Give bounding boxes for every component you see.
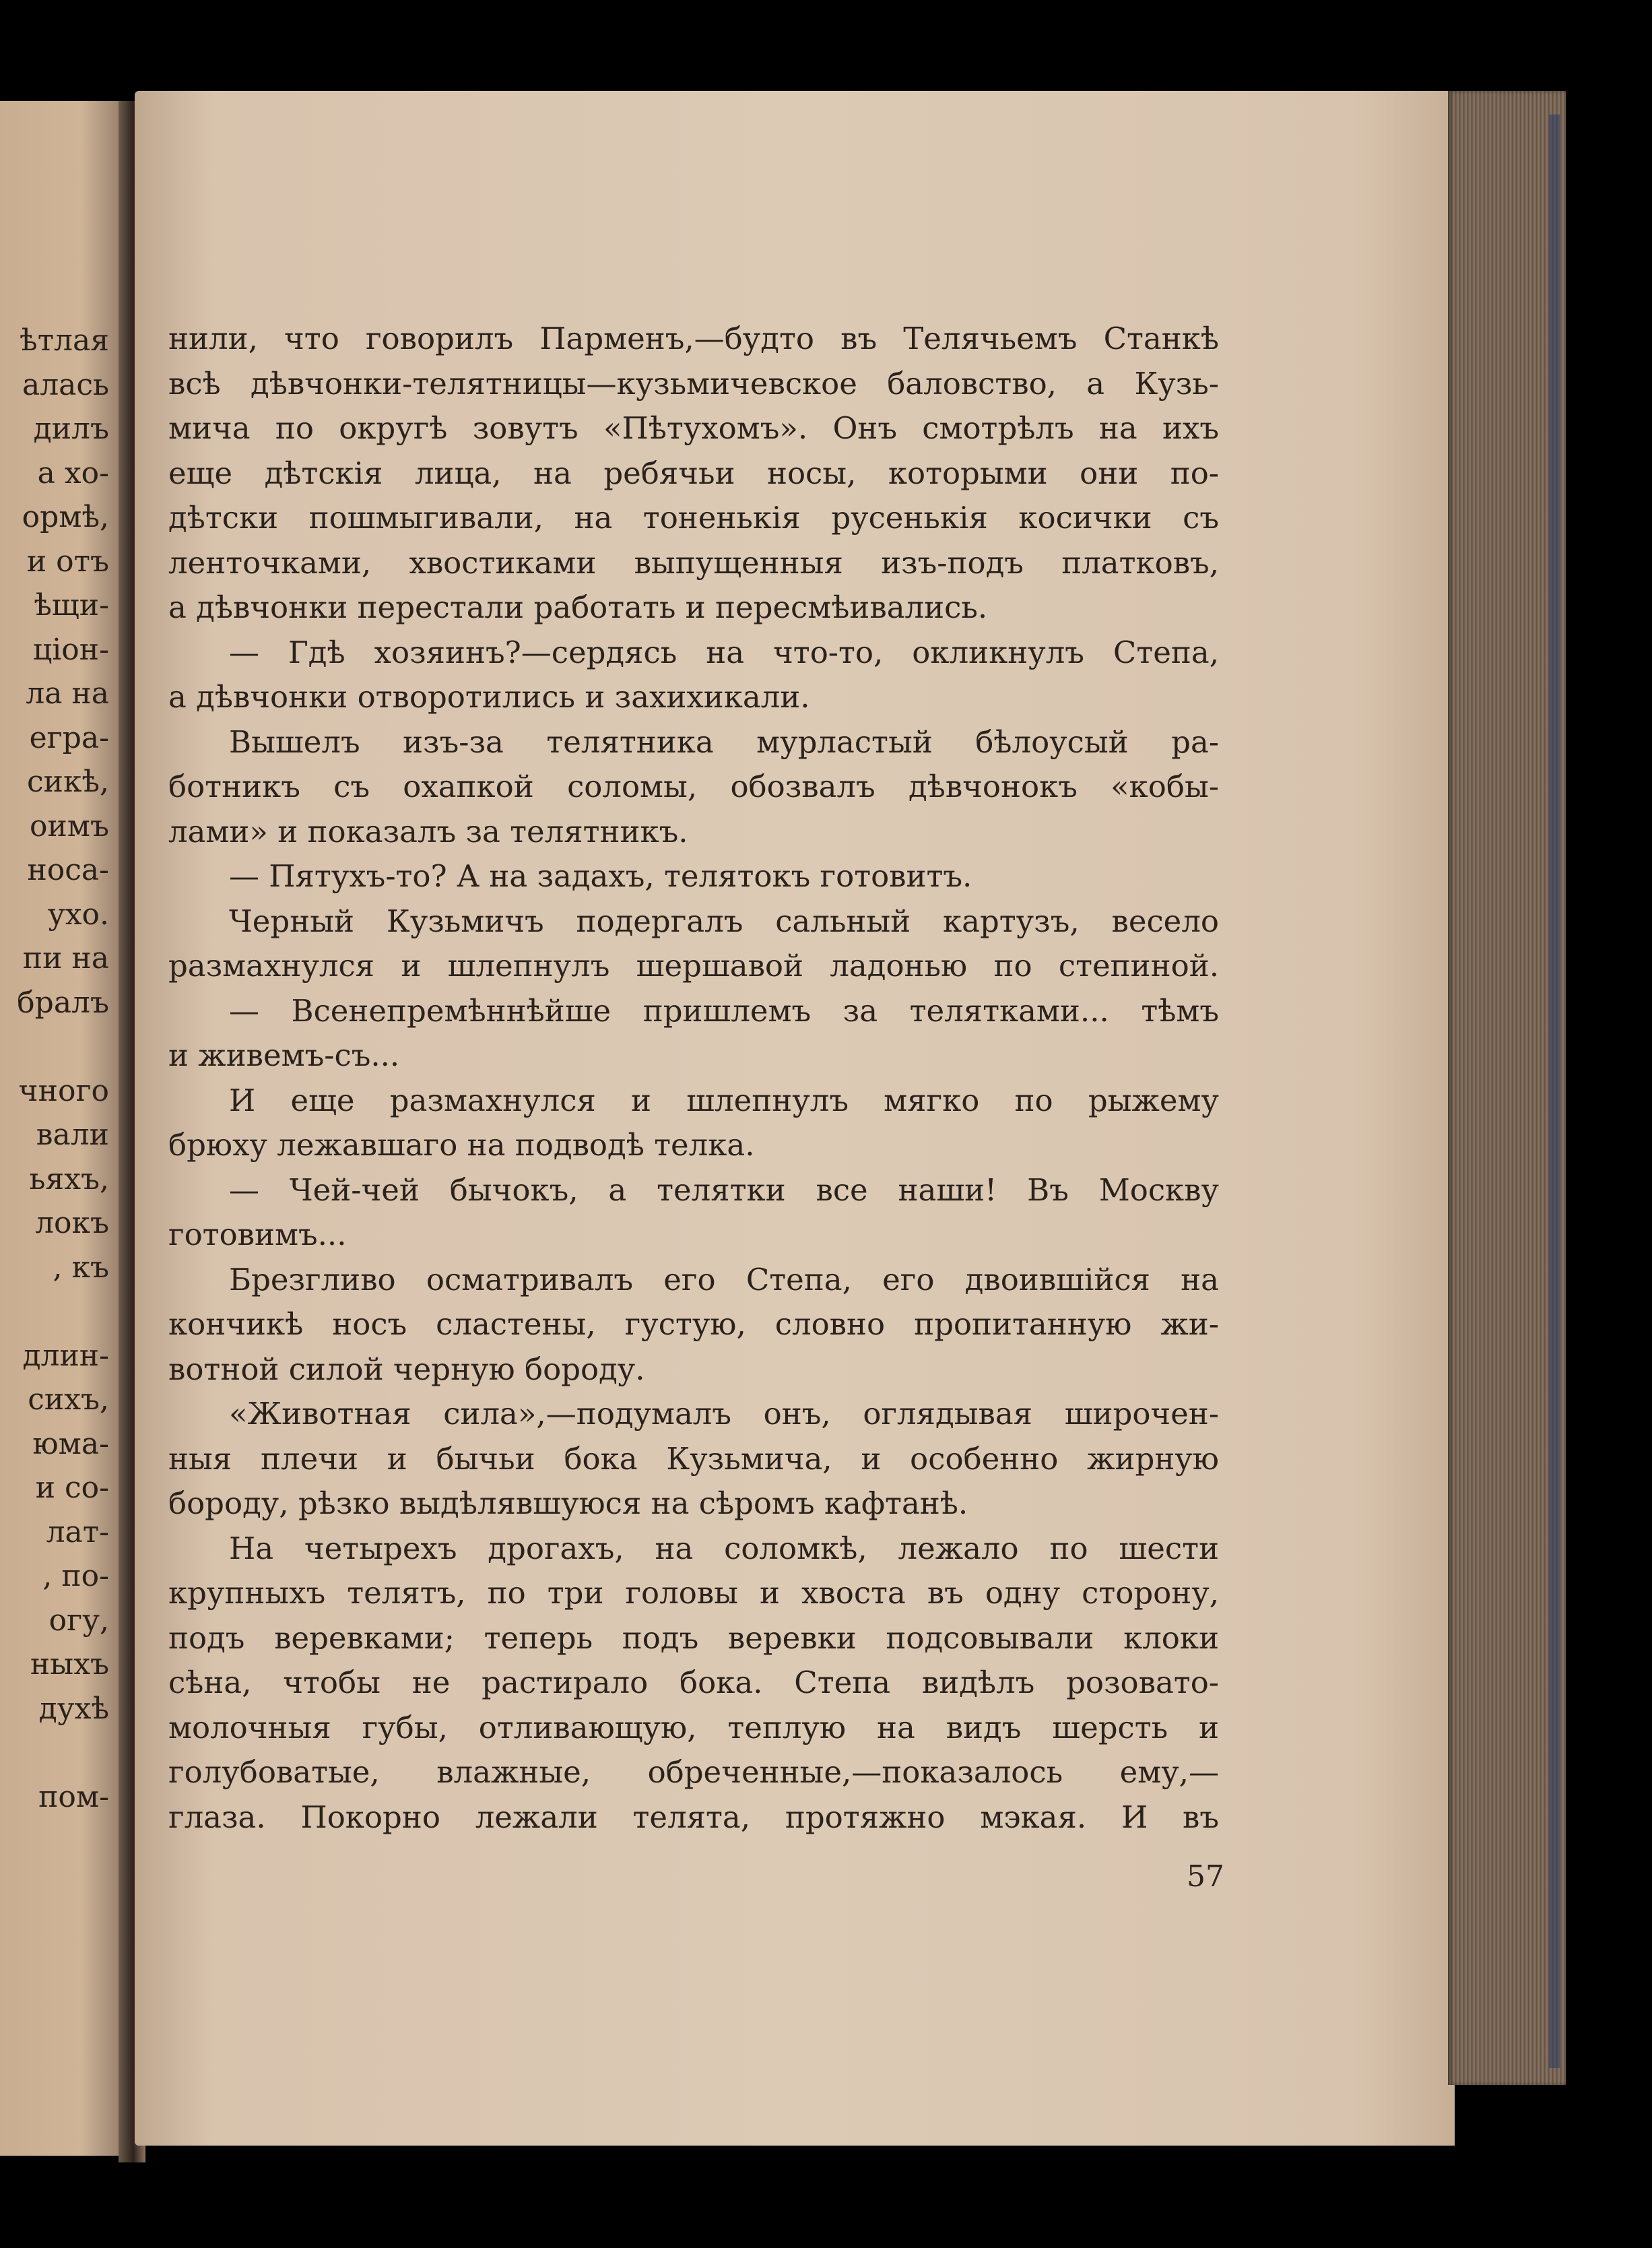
text-line: И еще размахнулся и шлепнулъ мягко по рыжему xyxy=(229,1082,1219,1118)
text-line: Брезгливо осматривалъ его Степа, его двоившійся на xyxy=(229,1261,1219,1297)
left-page-line-fragment: вали xyxy=(36,1118,109,1152)
left-page-line-fragment: и отъ xyxy=(26,544,109,579)
text-line: крупныхъ телятъ, по три головы и хвоста въ одну сторону, xyxy=(168,1575,1219,1611)
page-number: 57 xyxy=(1187,1859,1224,1894)
text-line: ныя плечи и бычьи бока Кузьмича, и особенно жирную xyxy=(168,1440,1219,1477)
left-page-line-fragment: сихъ, xyxy=(28,1382,109,1417)
left-page-line-fragment: бралъ xyxy=(17,985,109,1020)
text-line: голубоватые, влажные, обреченные,—показалось ему,— xyxy=(168,1754,1219,1790)
text-line: «Животная сила»,—подумалъ онъ, оглядывая широчен- xyxy=(229,1396,1219,1432)
left-page-line-fragment: и со- xyxy=(35,1471,109,1505)
left-page-line-fragment: лат- xyxy=(46,1514,109,1549)
text-line: размахнулся и шлепнулъ шершавой ладонью по степиной. xyxy=(168,948,1219,984)
left-page-line-fragment: алась xyxy=(22,367,109,402)
text-line: вотной силой черную бороду. xyxy=(168,1351,645,1387)
left-page-line-fragment: пом- xyxy=(38,1779,109,1814)
text-line: ботникъ съ охапкой соломы, обозвалъ дѣвчонокъ «кобы- xyxy=(168,769,1219,804)
text-line: готовимъ... xyxy=(168,1217,347,1252)
text-line: нили, что говорилъ Парменъ,—будто въ Телячьемъ Станкѣ xyxy=(168,321,1219,356)
left-page-line-fragment: ормѣ, xyxy=(22,500,109,534)
left-page-line-fragment: длин- xyxy=(22,1338,109,1373)
text-line: бороду, рѣзко выдѣлявшуюся на сѣромъ кафтанѣ. xyxy=(168,1485,968,1521)
left-page-line-fragment: чного xyxy=(18,1073,109,1108)
left-page-line-fragment: ла на xyxy=(26,676,109,711)
text-line: лами» и показалъ за телятникъ. xyxy=(168,813,688,849)
left-page-line-fragment: ціон- xyxy=(32,632,109,667)
text-line: мича по округѣ зовутъ «Пѣтухомъ». Онъ смотрѣлъ на ихъ xyxy=(168,410,1219,446)
text-line: брюху лежавшаго на подводѣ телка. xyxy=(168,1127,755,1163)
left-page-line-fragment: сикѣ, xyxy=(27,765,109,799)
left-page-line-fragment: , по- xyxy=(42,1559,109,1593)
left-page-line-fragment: ѣтлая xyxy=(20,323,109,358)
text-line: Черный Кузьмичъ подергалъ сальный картузъ, весело xyxy=(229,903,1219,939)
left-page-line-fragment: локъ xyxy=(35,1206,109,1240)
left-page-line-fragment: ьяхъ, xyxy=(29,1161,109,1196)
text-line: дѣтски пошмыгивали, на тоненькія русенькія косички съ xyxy=(168,500,1219,536)
left-page-line-fragment: носа- xyxy=(27,853,109,887)
text-line: еще дѣтскія лица, на ребячьи носы, которыми они по- xyxy=(168,455,1219,491)
left-page-line-fragment: , къ xyxy=(53,1250,109,1285)
left-page-line-fragment: дилъ xyxy=(33,412,109,446)
left-page xyxy=(0,101,135,2156)
text-line: всѣ дѣвчонки-телятницы—кузьмичевское баловство, а Кузь- xyxy=(168,365,1219,402)
page-text xyxy=(168,317,1219,1840)
left-page-line-fragment: ныхъ xyxy=(30,1647,109,1681)
text-line: а дѣвчонки перестали работать и пересмѣивались. xyxy=(168,589,988,625)
page-edge xyxy=(1448,91,1566,2085)
left-page-line-fragment: духѣ xyxy=(38,1691,109,1726)
text-line: На четырехъ дрогахъ, на соломкѣ, лежало по шести xyxy=(229,1530,1219,1566)
left-page-line-fragment: егра- xyxy=(29,720,109,755)
text-line: ленточками, хвостиками выпущенныя изъ-подъ платковъ, xyxy=(168,544,1219,581)
text-line: и живемъ-съ... xyxy=(168,1037,400,1073)
text-line: подъ веревками; теперь подъ веревки подсовывали клоки xyxy=(168,1619,1219,1656)
left-page-line-fragment: пи на xyxy=(22,941,109,975)
text-line: — Чей-чей бычокъ, а телятки все наши! Въ Москву xyxy=(229,1171,1219,1208)
text-line: сѣна, чтобы не растирало бока. Степа видѣлъ розовато- xyxy=(168,1665,1219,1700)
left-page-line-fragment: оимъ xyxy=(29,808,109,843)
page-edge-tint xyxy=(1549,115,1560,2068)
left-page-line-fragment: ѣщи- xyxy=(34,588,109,622)
text-line: — Пятухъ-то? А на задахъ, телятокъ готовитъ. xyxy=(229,858,972,894)
text-line: глаза. Покорно лежали телята, протяжно мэкая. И въ xyxy=(168,1799,1219,1835)
left-page-line-fragment: огу, xyxy=(48,1603,109,1638)
text-line: а дѣвчонки отворотились и захихикали. xyxy=(168,679,810,715)
text-line: кончикѣ носъ сластены, густую, словно пропитанную жи- xyxy=(168,1306,1219,1342)
text-line: Вышелъ изъ-за телятника мурластый бѣлоусый ра- xyxy=(229,724,1219,760)
text-line: молочныя губы, отливающую, теплую на видъ шерсть и xyxy=(168,1709,1219,1745)
text-line: — Всенепремѣннѣйше пришлемъ за телятками... тѣмъ xyxy=(229,992,1219,1029)
left-page-line-fragment: ухо. xyxy=(47,897,109,932)
text-line: — Гдѣ хозяинъ?—сердясь на что-то, окликнулъ Степа, xyxy=(229,634,1219,670)
left-page-line-fragment: а хо- xyxy=(37,455,109,490)
left-page-line-fragment: юма- xyxy=(32,1426,109,1461)
